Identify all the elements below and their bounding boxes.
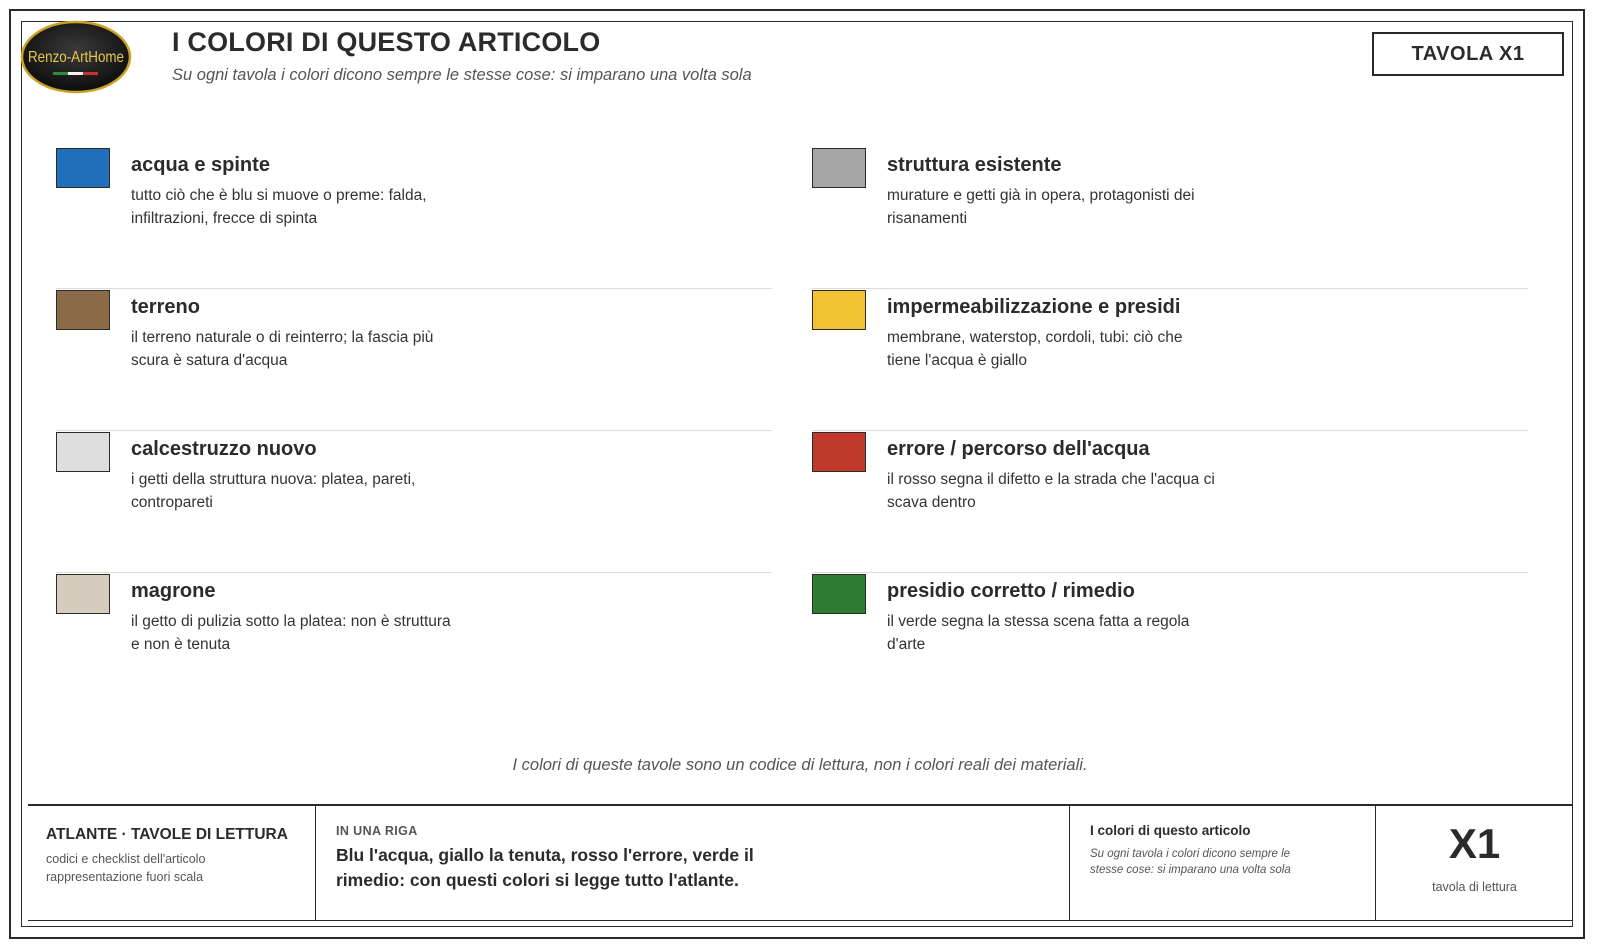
logo-text: Renzo-ArtHome xyxy=(28,49,125,66)
legend-item xyxy=(812,144,1528,289)
legend-item-title: errore / percorso dell'acqua xyxy=(887,438,1150,460)
color-swatch xyxy=(812,574,866,614)
legend-item-description: membrane, waterstop, cordoli, tubi: ciò che tiene l'acqua è giallo xyxy=(887,329,1183,369)
legend-item-description: il terreno naturale o di reinterro; la fascia più scura è satura d'acqua xyxy=(131,329,434,369)
legend-item-title: magrone xyxy=(131,580,216,602)
title-block xyxy=(28,804,1572,921)
legend-item-description: il getto di pulizia sotto la platea: non è struttura e non è tenuta xyxy=(131,613,451,653)
atlas-line: codici e checklist dell'articolo xyxy=(46,852,206,866)
color-swatch xyxy=(56,574,110,614)
legend-item-title: calcestruzzo nuovo xyxy=(131,438,317,460)
legend-item xyxy=(812,286,1528,431)
legend-item-title: impermeabilizzazione e presidi xyxy=(887,296,1181,318)
legend-item xyxy=(56,570,772,715)
legend-item-description: i getti della struttura nuova: platea, pareti, contropareti xyxy=(131,471,416,511)
company-logo xyxy=(20,20,132,94)
summary-label: IN UNA RIGA xyxy=(336,824,418,838)
legend-item-description: il verde segna la stessa scena fatta a regola d'arte xyxy=(887,613,1190,653)
color-swatch xyxy=(812,290,866,330)
atlas-line: rappresentazione fuori scala xyxy=(46,870,204,884)
color-swatch xyxy=(56,148,110,188)
legend-item-title: struttura esistente xyxy=(887,154,1062,176)
color-swatch xyxy=(812,432,866,472)
page-subtitle: Su ogni tavola i colori dicono sempre le stesse cose: si imparano una volta sola xyxy=(172,66,752,84)
color-swatch xyxy=(56,432,110,472)
legend-item-title: presidio corretto / rimedio xyxy=(887,580,1135,602)
article-cell xyxy=(1069,806,1375,921)
atlas-info-cell xyxy=(28,806,315,921)
page-title: I COLORI DI QUESTO ARTICOLO xyxy=(172,27,601,57)
legend-item-description: murature e getti già in opera, protagonisti dei risanamenti xyxy=(887,187,1195,227)
legend-item xyxy=(812,428,1528,573)
color-code-note: I colori di queste tavole sono un codice di lettura, non i colori reali dei materiali. xyxy=(512,756,1088,774)
legend-item-title: acqua e spinte xyxy=(131,154,270,176)
legend-item xyxy=(56,286,772,431)
summary-text: Blu l'acqua, giallo la tenuta, rosso l'errore, verde il rimedio: con questi colori si legge tutto l'atlante. xyxy=(336,845,754,890)
sheet-code-label: tavola di lettura xyxy=(1432,880,1517,894)
summary-cell xyxy=(315,806,1069,921)
legend-item-description: tutto ciò che è blu si muove o preme: falda, infiltrazioni, frecce di spinta xyxy=(131,187,427,227)
sheet-badge: TAVOLA X1 xyxy=(1372,32,1564,76)
article-subtitle: Su ogni tavola i colori dicono sempre le stesse cose: si imparano una volta sola xyxy=(1090,848,1291,876)
color-legend xyxy=(56,144,1544,724)
sheet-code-cell xyxy=(1375,806,1572,921)
sheet-code: X1 xyxy=(1448,820,1501,867)
legend-item-title: terreno xyxy=(131,296,200,318)
color-swatch xyxy=(56,290,110,330)
legend-item xyxy=(56,144,772,289)
legend-item-description: il rosso segna il difetto e la strada che l'acqua ci scava dentro xyxy=(887,471,1215,511)
article-title: I colori di questo articolo xyxy=(1090,823,1251,838)
legend-item xyxy=(812,570,1528,715)
color-swatch xyxy=(812,148,866,188)
atlas-title: ATLANTE · TAVOLE DI LETTURA xyxy=(46,826,288,843)
legend-item xyxy=(56,428,772,573)
